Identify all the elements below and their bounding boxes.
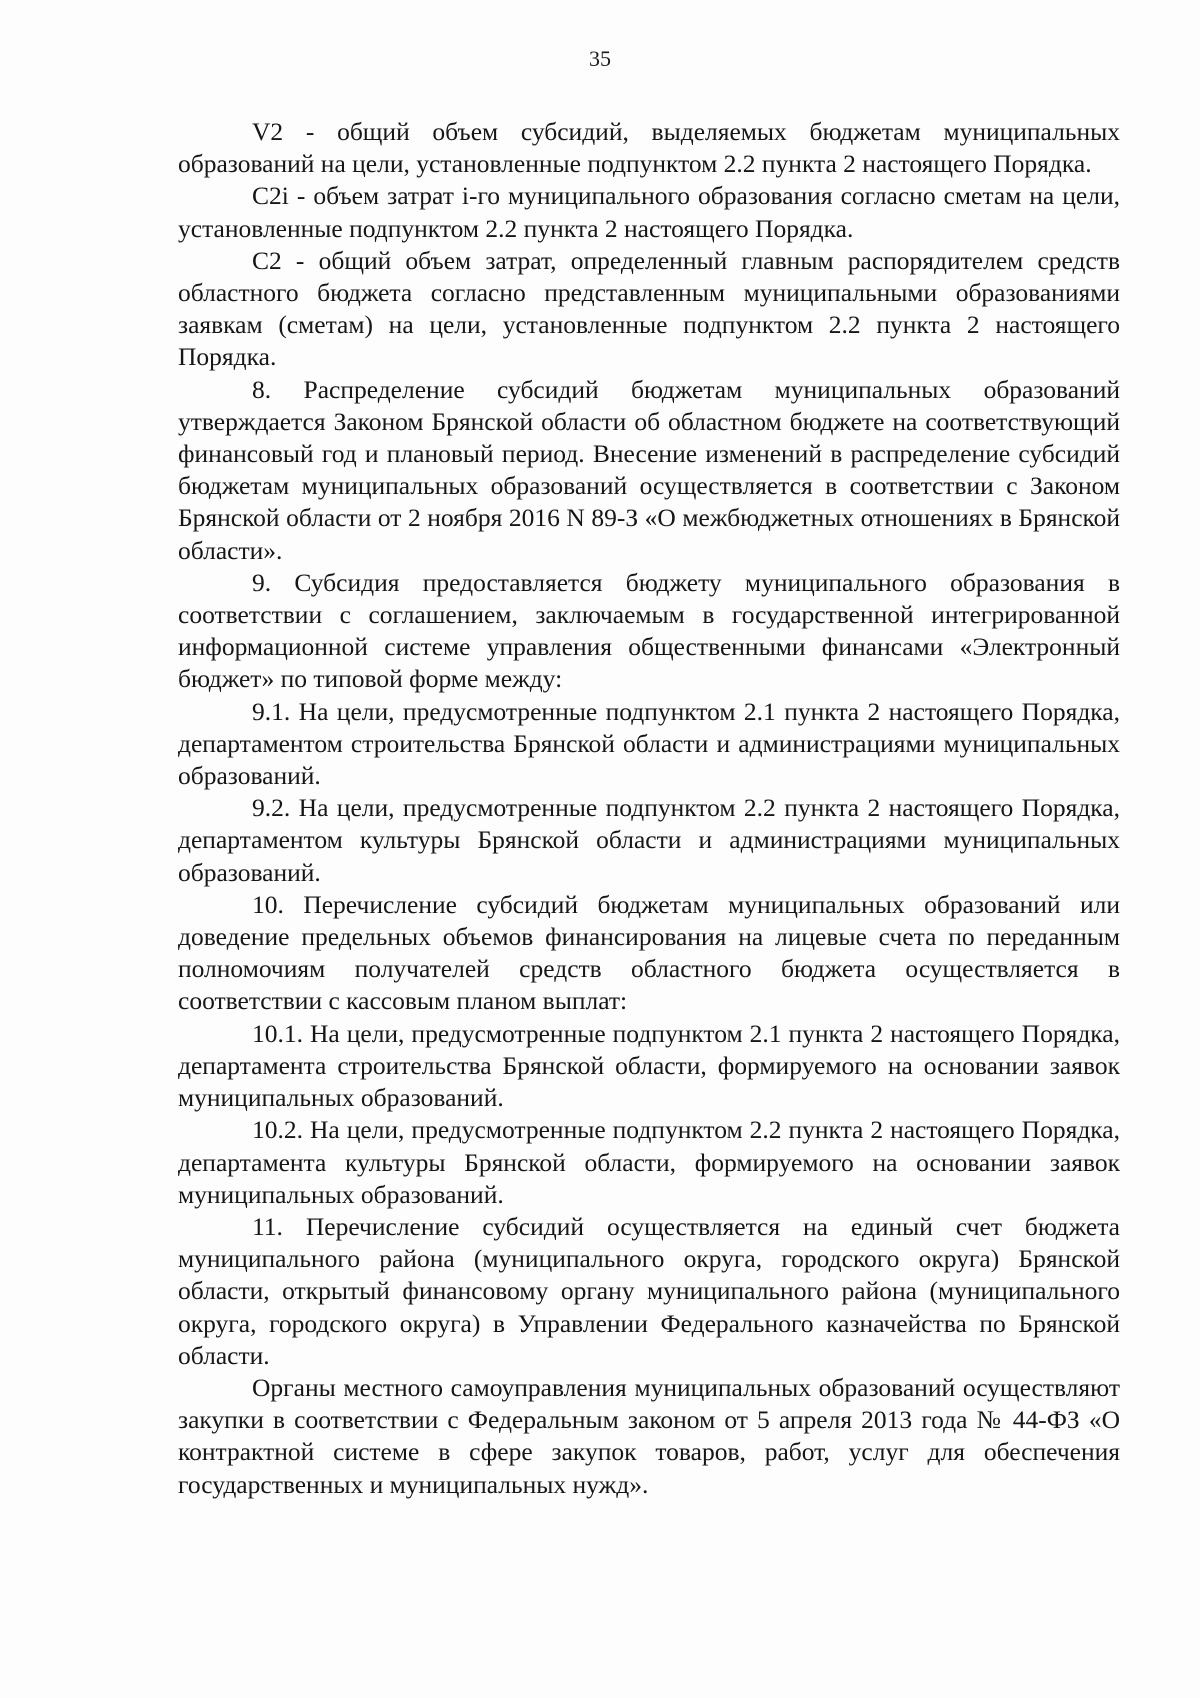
paragraph-v2-definition: V2 - общий объем субсидий, выделяемых бюджетам муниципальных образований на цели, установленные подпунктом 2.2 пункта 2 настоящего Порядка.: [178, 117, 1120, 179]
paragraph-11: 11. Перечисление субсидий осуществляется на единый счет бюджета муниципального района (муниципального округа, городского округа) Брянской области, открытый финансовому органу муниципального района (муниципального округа, городского округа) в Управлении Федерального казначейства по Брянской области.: [178, 1211, 1120, 1370]
paragraph-10-2: 10.2. На цели, предусмотренные подпунктом 2.2 пункта 2 настоящего Порядка, департамента культуры Брянской области, формируемого на основании заявок муниципальных образований.: [178, 1115, 1120, 1209]
paragraph-9-2: 9.2. На цели, предусмотренные подпунктом 2.2 пункта 2 настоящего Порядка, департаментом культуры Брянской области и администрациями муниципальных образований.: [178, 793, 1120, 887]
paragraph-9-1: 9.1. На цели, предусмотренные подпунктом 2.1 пункта 2 настоящего Порядка, департаментом строительства Брянской области и администрациями муниципальных образований.: [178, 696, 1120, 791]
paragraph-10-1: 10.1. На цели, предусмотренные подпунктом 2.1 пункта 2 настоящего Порядка, департамента строительства Брянской области, формируемого на основании заявок муниципальных образований.: [178, 1018, 1120, 1113]
paragraph-c2i-definition: С2i - объем затрат i-го муниципального образования согласно сметам на цели, установленные подпунктом 2.2 пункта 2 настоящего Порядка.: [178, 181, 1120, 243]
paragraph-9: 9. Субсидия предоставляется бюджету муниципального образования в соответствии с соглашением, заключаемым в государственной интегрированной информационной системе управления общественными финансами «Электронный бюджет» по типовой форме между:: [178, 567, 1120, 694]
document-body: [178, 116, 1120, 1501]
paragraph-c2-definition: С2 - общий объем затрат, определенный главным распорядителем средств областного бюджета согласно представленным муниципальными образованиями заявкам (сметам) на цели, установленные подпунктом 2.2 пункта 2 настоящего Порядка.: [178, 245, 1120, 372]
paragraph-10: 10. Перечисление субсидий бюджетам муниципальных образований или доведение предельных объемов финансирования на лицевые счета по переданным полномочиям получателей средств областного бюджета осуществляется в соответствии с кассовым планом выплат:: [178, 889, 1120, 1016]
page-number: 35: [589, 46, 611, 71]
paragraph-procurement: Органы местного самоуправления муниципальных образований осуществляют закупки в соответствии с Федеральным законом от 5 апреля 2013 года № 44-ФЗ «О контрактной системе в сфере закупок товаров, работ, услуг для обеспечения государственных и муниципальных нужд».: [178, 1372, 1120, 1499]
paragraph-8: 8. Распределение субсидий бюджетам муниципальных образований утверждается Законом Брянской области об областном бюджете на соответствующий финансовый год и плановый период. Внесение изменений в распределение субсидий бюджетам муниципальных образований осуществляется в соответствии с Законом Брянской области от 2 ноября 2016 N 89-З «О межбюджетных отношениях в Брянской области».: [178, 374, 1120, 565]
